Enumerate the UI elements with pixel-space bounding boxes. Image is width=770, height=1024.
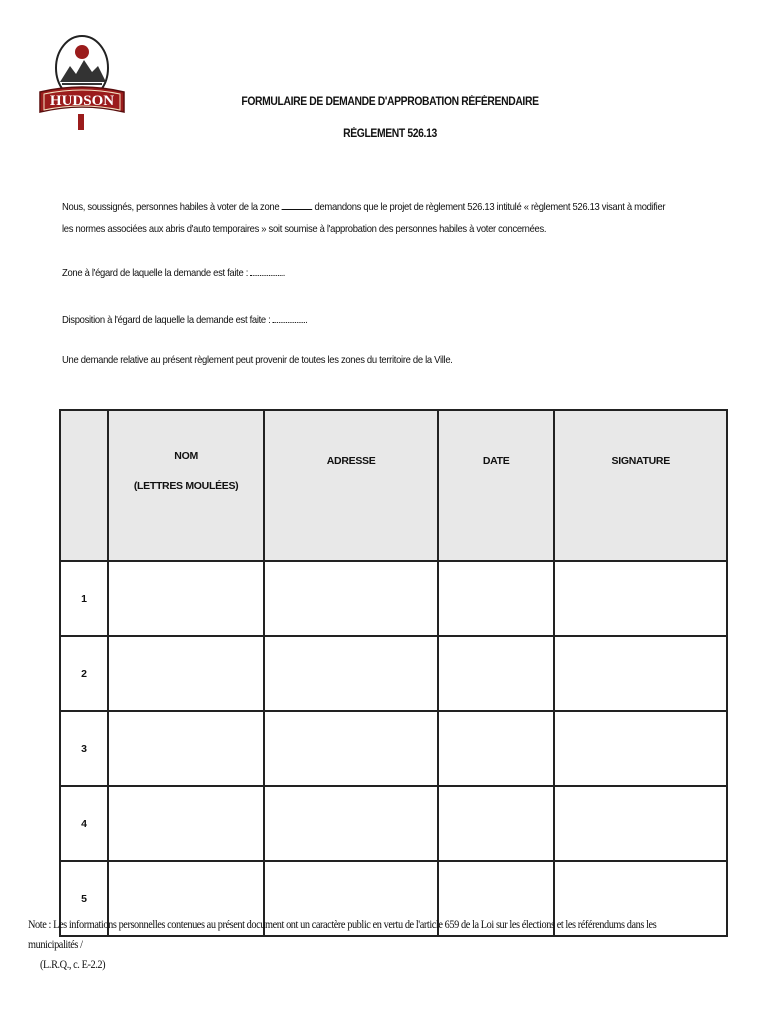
svg-text:HUDSON: HUDSON [49, 93, 115, 109]
zone-blank[interactable] [282, 199, 313, 210]
nom-cell[interactable] [108, 786, 265, 861]
header-signature: SIGNATURE [554, 410, 727, 561]
disposition-line: Disposition à l'égard de laquelle la demande est faite : . [62, 314, 308, 326]
nom-cell[interactable] [108, 561, 265, 636]
header-number [60, 410, 108, 561]
date-cell[interactable] [438, 636, 555, 711]
adresse-cell[interactable] [264, 786, 437, 861]
disposition-field[interactable] [273, 313, 305, 323]
row-number: 4 [60, 786, 108, 861]
table-row [60, 786, 727, 861]
row-number: 1 [60, 561, 108, 636]
adresse-cell[interactable] [264, 561, 437, 636]
hudson-logo [36, 30, 128, 138]
table-row [60, 636, 727, 711]
signature-table [59, 409, 728, 937]
signature-cell[interactable] [554, 561, 727, 636]
header-nom: NOM (LETTRES MOULÉES) [108, 410, 265, 561]
nom-cell[interactable] [108, 711, 265, 786]
date-cell[interactable] [438, 711, 555, 786]
row-number: 2 [60, 636, 108, 711]
header-adresse: ADRESSE [264, 410, 437, 561]
zones-notice: Une demande relative au présent règlement peut provenir de toutes les zones du territoire de la Ville. [62, 354, 453, 366]
nom-cell[interactable] [108, 636, 265, 711]
date-cell[interactable] [438, 786, 555, 861]
row-number: 3 [60, 711, 108, 786]
table-row [60, 561, 727, 636]
signature-cell[interactable] [554, 636, 727, 711]
regulation-number: RÈGLEMENT 526.13 [343, 128, 437, 140]
date-cell[interactable] [438, 561, 555, 636]
zone-field[interactable] [250, 266, 282, 276]
adresse-cell[interactable] [264, 636, 437, 711]
header-date: DATE [438, 410, 555, 561]
signature-cell[interactable] [554, 711, 727, 786]
privacy-note: Note : Les informations personnelles contenues au présent document ont un caractère public en vertu de l'article 659 de la Loi sur les élections et les référendums dans les municipalités / (L.R.Q., c. E-2.2) [28, 917, 657, 971]
adresse-cell[interactable] [264, 711, 437, 786]
row-number: 5 [60, 861, 108, 936]
zone-line: Zone à l'égard de laquelle la demande est faite : . [62, 267, 286, 279]
intro-paragraph: Nous, soussignés, personnes habiles à voter de la zone demandons que le projet de règlement 526.13 intitulé « règlement 526.13 visant à modifier les normes associées aux abris d'auto temporaires » soit soumise à l'approbation des personnes habiles à voter concernées. [62, 201, 666, 235]
table-row [60, 711, 727, 786]
form-title: FORMULAIRE DE DEMANDE D'APPROBATION RÉFÉRENDAIRE [241, 96, 539, 108]
signature-cell[interactable] [554, 786, 727, 861]
